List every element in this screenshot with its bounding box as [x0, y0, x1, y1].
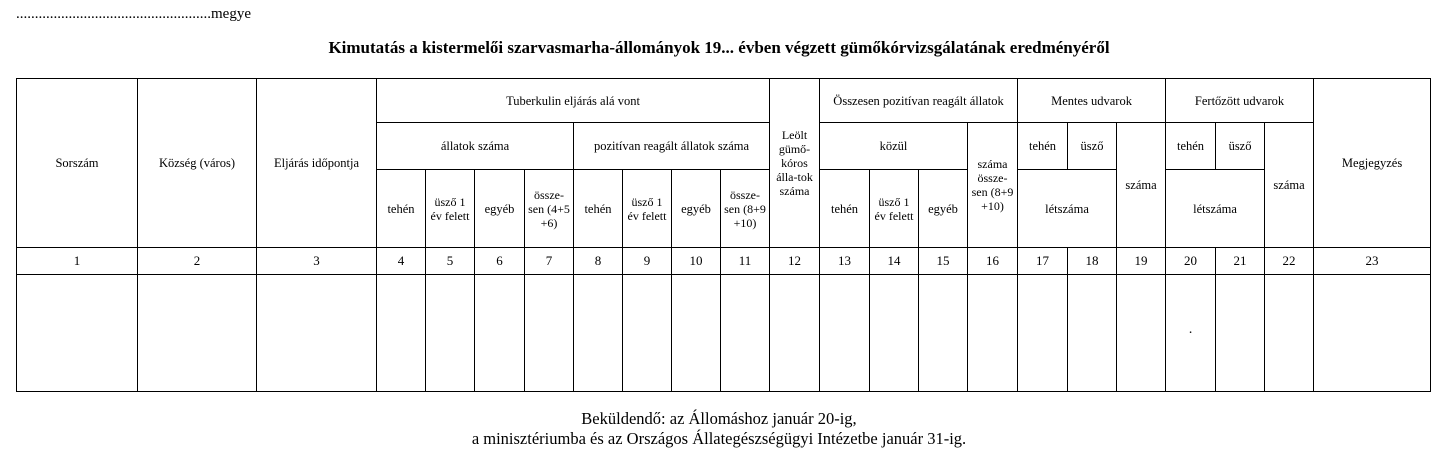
entry-cell[interactable]	[426, 275, 475, 392]
submission-note-line1: Beküldendő: az Állomáshoz január 20-ig,	[581, 409, 857, 428]
entry-cell[interactable]	[1018, 275, 1068, 392]
entry-cell[interactable]	[1216, 275, 1265, 392]
entry-cell[interactable]	[17, 275, 138, 392]
header-mentes-szama: száma	[1117, 123, 1166, 248]
header-fertozott-group: Fertőzött udvarok	[1166, 79, 1314, 123]
column-number: 2	[138, 248, 257, 275]
column-number: 18	[1068, 248, 1117, 275]
header-poz-uszo-1ev: üsző 1 év felett	[623, 170, 672, 248]
entry-cell[interactable]	[919, 275, 968, 392]
column-number: 3	[257, 248, 377, 275]
header-tehen: tehén	[377, 170, 426, 248]
entry-cell[interactable]	[1068, 275, 1117, 392]
header-fertozott-szama: száma	[1265, 123, 1314, 248]
column-number: 5	[426, 248, 475, 275]
blank-mark: ·	[1188, 325, 1193, 341]
county-line[interactable]: ....................................................megye	[16, 6, 251, 22]
entry-cell[interactable]	[968, 275, 1018, 392]
form-title: Kimutatás a kistermelői szarvasmarha-állományok 19... évben végzett gümőkórvizsgálatának eredményéről	[328, 38, 1110, 57]
column-number: 10	[672, 248, 721, 275]
column-number: 22	[1265, 248, 1314, 275]
header-fertozott-letszama: létszáma	[1166, 170, 1265, 248]
header-mentes-group: Mentes udvarok	[1018, 79, 1166, 123]
data-entry-row	[17, 275, 1431, 392]
header-fertozott-tehen: tehén	[1166, 123, 1216, 170]
header-kozseg: Község (város)	[138, 79, 257, 248]
header-poz-tehen: tehén	[574, 170, 623, 248]
column-number: 9	[623, 248, 672, 275]
column-number: 6	[475, 248, 525, 275]
submission-note	[0, 409, 1438, 449]
header-sorszam: Sorszám	[17, 79, 138, 248]
entry-cell[interactable]	[721, 275, 770, 392]
column-number: 15	[919, 248, 968, 275]
header-uszo-1ev: üsző 1 év felett	[426, 170, 475, 248]
entry-cell[interactable]	[475, 275, 525, 392]
entry-cell[interactable]	[138, 275, 257, 392]
entry-cell[interactable]	[525, 275, 574, 392]
header-mentes-letszama: létszáma	[1018, 170, 1117, 248]
entry-cell[interactable]	[377, 275, 426, 392]
report-table	[16, 78, 1431, 392]
header-pozitivan-reagalt: pozitívan reagált állatok száma	[574, 123, 770, 170]
header-osszesen-pozitivan-group: Összesen pozitívan reagált állatok	[820, 79, 1018, 123]
column-number: 11	[721, 248, 770, 275]
header-megjegyzes: Megjegyzés	[1314, 79, 1431, 248]
entry-cell[interactable]	[870, 275, 919, 392]
header-kozul-egyeb: egyéb	[919, 170, 968, 248]
header-leolt: Leölt gümő-kóros álla-tok száma	[770, 79, 820, 248]
column-number: 12	[770, 248, 820, 275]
entry-cell[interactable]	[820, 275, 870, 392]
column-number: 21	[1216, 248, 1265, 275]
header-allatok-szama: állatok száma	[377, 123, 574, 170]
entry-cell[interactable]	[672, 275, 721, 392]
column-number-row	[17, 248, 1431, 275]
column-number: 20	[1166, 248, 1216, 275]
header-mentes-uszo: üsző	[1068, 123, 1117, 170]
header-tuberkulin-group: Tuberkulin eljárás alá vont	[377, 79, 770, 123]
column-number: 13	[820, 248, 870, 275]
column-number: 16	[968, 248, 1018, 275]
entry-cell[interactable]	[1166, 275, 1216, 392]
header-fertozott-uszo: üsző	[1216, 123, 1265, 170]
header-mentes-tehen: tehén	[1018, 123, 1068, 170]
entry-cell[interactable]	[770, 275, 820, 392]
entry-cell[interactable]	[623, 275, 672, 392]
entry-cell[interactable]	[1117, 275, 1166, 392]
column-number: 14	[870, 248, 919, 275]
column-number: 7	[525, 248, 574, 275]
entry-cell[interactable]	[574, 275, 623, 392]
header-szama-osszesen: száma össze-sen (8+9 +10)	[968, 123, 1018, 248]
column-number: 17	[1018, 248, 1068, 275]
column-number: 8	[574, 248, 623, 275]
entry-cell[interactable]	[257, 275, 377, 392]
header-kozul-uszo-1ev: üsző 1 év felett	[870, 170, 919, 248]
column-number: 19	[1117, 248, 1166, 275]
header-osszesen-8-10: össze-sen (8+9 +10)	[721, 170, 770, 248]
entry-cell[interactable]	[1314, 275, 1431, 392]
header-osszesen-4-6: össze-sen (4+5 +6)	[525, 170, 574, 248]
submission-note-line2: a minisztériumba és az Országos Állategészségügyi Intézetbe január 31-ig.	[471, 429, 967, 448]
header-kozul: közül	[820, 123, 968, 170]
entry-cell[interactable]	[1265, 275, 1314, 392]
header-poz-egyeb: egyéb	[672, 170, 721, 248]
header-kozul-tehen: tehén	[820, 170, 870, 248]
column-number: 23	[1314, 248, 1431, 275]
header-egyeb: egyéb	[475, 170, 525, 248]
column-number: 4	[377, 248, 426, 275]
column-number: 1	[17, 248, 138, 275]
header-eljaras-idopontja: Eljárás időpontja	[257, 79, 377, 248]
